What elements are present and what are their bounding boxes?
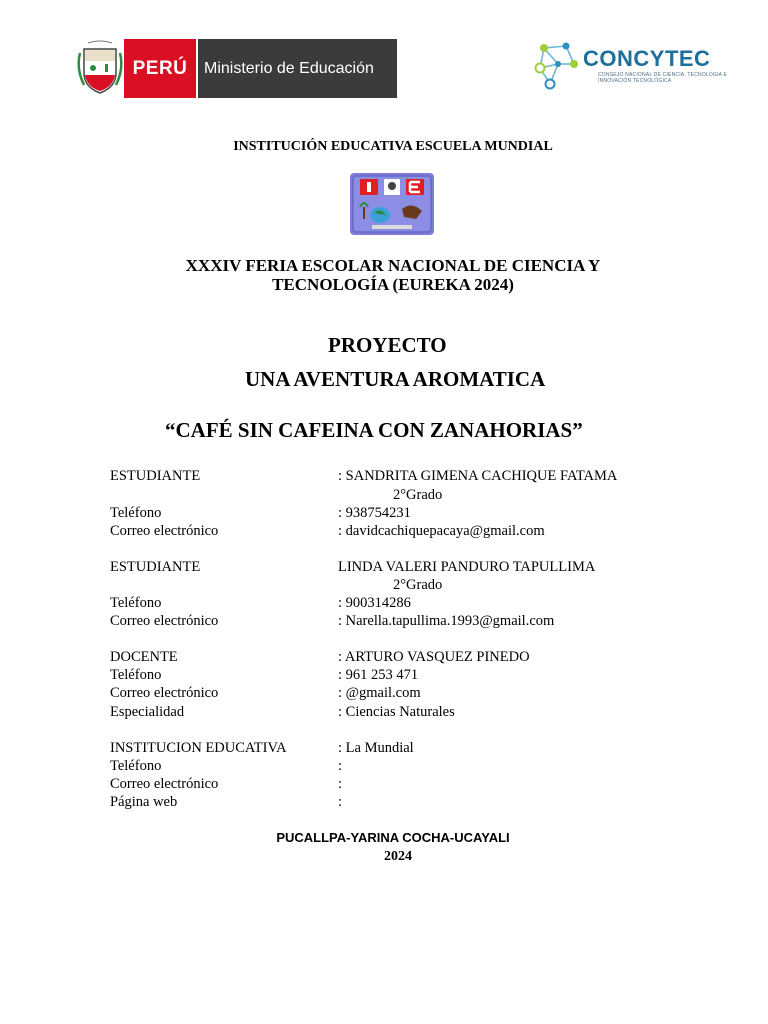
peru-coat-of-arms-icon	[76, 39, 124, 98]
concytec-logo	[530, 40, 726, 92]
concytec-tagline: CONSEJO NACIONAL DE CIENCIA, TECNOLOGÍA E INNOVACIÓN TECNOLÓGICA	[598, 72, 728, 84]
teacher-phone-label: Teléfono	[110, 667, 162, 683]
student1-name: : SANDRITA GIMENA CACHIQUE FATAMA	[338, 468, 618, 484]
teacher-email-label: Correo electrónico	[110, 685, 219, 701]
student2-name: LINDA VALERI PANDURO TAPULLIMA	[338, 559, 596, 575]
teacher-label: DOCENTE	[110, 649, 178, 665]
student2-grade: 2°Grado	[393, 577, 443, 593]
project-subtitle: “CAFÉ SIN CAFEINA CON ZANAHORIAS”	[165, 418, 583, 442]
school-email-label: Correo electrónico	[110, 776, 219, 792]
student1-email-label: Correo electrónico	[110, 523, 219, 539]
teacher-phone: : 961 253 471	[338, 667, 419, 683]
school-web-label: Página web	[110, 794, 178, 810]
institution-title: INSTITUCIÓN EDUCATIVA ESCUELA MUNDIAL	[233, 139, 553, 154]
school-phone-label: Teléfono	[110, 758, 162, 774]
peru-label: PERÚ	[124, 39, 196, 98]
student2-phone: : 900314286	[338, 595, 411, 611]
student2-email: : Narella.tapullima.1993@gmail.com	[338, 613, 555, 629]
student1-label: ESTUDIANTE	[110, 468, 201, 484]
student2-label: ESTUDIANTE	[110, 559, 201, 575]
project-name: UNA AVENTURA AROMATICA	[245, 367, 546, 391]
school-label: INSTITUCION EDUCATIVA	[110, 740, 287, 756]
school-name: : La Mundial	[338, 740, 414, 756]
student1-email: : davidcachiquepacaya@gmail.com	[338, 523, 545, 539]
project-label: PROYECTO	[328, 333, 447, 357]
footer-year: 2024	[384, 849, 412, 864]
network-nodes-icon	[530, 40, 582, 92]
teacher-specialty-label: Especialidad	[110, 704, 185, 720]
student2-phone-label: Teléfono	[110, 595, 162, 611]
footer-city: PUCALLPA-YARINA COCHA-UCAYALI	[276, 830, 510, 845]
fair-title: XXXIV FERIA ESCOLAR NACIONAL DE CIENCIA Y TECNOLOGÍA (EUREKA 2024)	[185, 256, 601, 294]
school-phone: :	[338, 758, 343, 774]
student1-phone-label: Teléfono	[110, 505, 162, 521]
school-web: :	[338, 794, 343, 810]
school-email: :	[338, 776, 343, 792]
teacher-email: : @gmail.com	[338, 685, 421, 701]
teacher-name: : ARTURO VASQUEZ PINEDO	[338, 649, 530, 665]
student1-grade: 2°Grado	[393, 487, 443, 503]
student2-email-label: Correo electrónico	[110, 613, 219, 629]
concytec-name: CONCYTEC	[583, 46, 711, 71]
teacher-specialty: : Ciencias Naturales	[338, 704, 455, 720]
student1-phone: : 938754231	[338, 505, 411, 521]
school-badge-icon	[350, 173, 434, 235]
ministry-label: Ministerio de Educación	[198, 39, 397, 98]
ministry-logo	[76, 39, 397, 98]
